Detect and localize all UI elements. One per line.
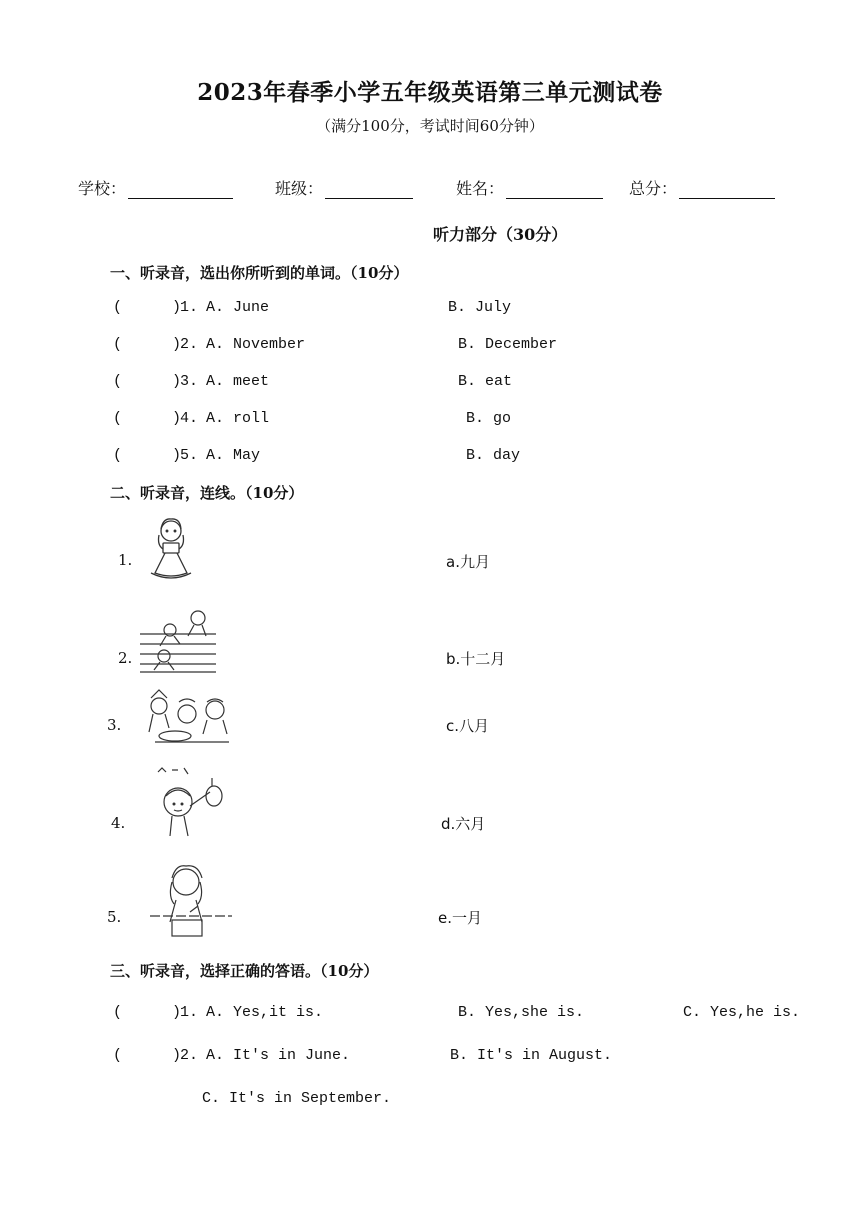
section1-title: 一、听录音，选出你所听到的单词。（10分） [110,264,409,282]
page-title: 2023年春季小学五年级英语第三单元测试卷 [197,79,663,106]
option-a: A. It's in June. [206,1047,351,1064]
match-number: 1. [118,551,133,569]
match-number: 4. [111,814,126,832]
option-a: A. November [206,336,306,353]
answer-paren-close: ) [172,1047,182,1064]
answer-paren-open: ( [113,336,123,353]
class-blank[interactable] [325,180,413,199]
girl-writing-icon [146,860,234,940]
match-number: 3. [107,716,122,734]
option-c: C. It's in September. [202,1090,392,1107]
match-option: a.九月 [446,553,490,571]
question-number: 2. [180,1047,199,1064]
option-c: C. Yes,he is. [683,1004,801,1021]
name-label: 姓名： [456,179,505,198]
match-number: 5. [107,908,122,926]
option-a: A. May [206,447,261,464]
part-title: 听力部分（30分） [433,225,568,244]
answer-paren-close: ) [172,410,182,427]
answer-paren-open: ( [113,410,123,427]
kids-party-icon [145,688,233,746]
total-field [629,176,775,199]
option-b: B. It's in August. [450,1047,613,1064]
option-b: B. go [466,410,512,427]
option-b: B. July [448,299,512,316]
kids-climbing-icon [140,608,216,674]
option-a: A. June [206,299,270,316]
answer-paren-close: ) [172,447,182,464]
answer-paren-close: ) [172,336,182,353]
question-number: 1. [180,299,199,316]
section2-title: 二、听录音，连线。（10分） [110,484,304,502]
match-number: 2. [118,649,133,667]
boy-lantern-icon [152,766,232,838]
option-b: B. December [458,336,558,353]
section3-title: 三、听录音，选择正确的答语。（10分） [110,962,379,980]
total-label: 总分： [629,179,678,198]
option-b: B. Yes,she is. [458,1004,585,1021]
option-a: A. roll [206,410,270,427]
class-label: 班级： [275,179,324,198]
question-number: 1. [180,1004,199,1021]
question-number: 3. [180,373,199,390]
girl-reading-icon [143,515,199,583]
answer-paren-close: ) [172,299,182,316]
school-field [78,176,233,199]
option-a: A. meet [206,373,270,390]
option-b: B. day [466,447,521,464]
answer-paren-open: ( [113,447,123,464]
match-option: b.十二月 [446,650,506,668]
total-blank[interactable] [679,180,775,199]
match-option: e.一月 [438,909,482,927]
answer-paren-close: ) [172,1004,182,1021]
answer-paren-open: ( [113,299,123,316]
match-option: d.六月 [441,815,486,833]
question-number: 2. [180,336,199,353]
option-b: B. eat [458,373,513,390]
school-blank[interactable] [128,180,233,199]
question-number: 5. [180,447,199,464]
answer-paren-open: ( [113,373,123,390]
page-subtitle: （满分100分，考试时间60分钟） [316,117,544,135]
school-label: 学校： [78,179,127,198]
answer-paren-open: ( [113,1004,123,1021]
match-option: c.八月 [446,717,490,735]
name-blank[interactable] [506,180,603,199]
name-field [456,176,603,199]
class-field [275,176,413,199]
question-number: 4. [180,410,199,427]
option-a: A. Yes,it is. [206,1004,324,1021]
answer-paren-open: ( [113,1047,123,1064]
answer-paren-close: ) [172,373,182,390]
